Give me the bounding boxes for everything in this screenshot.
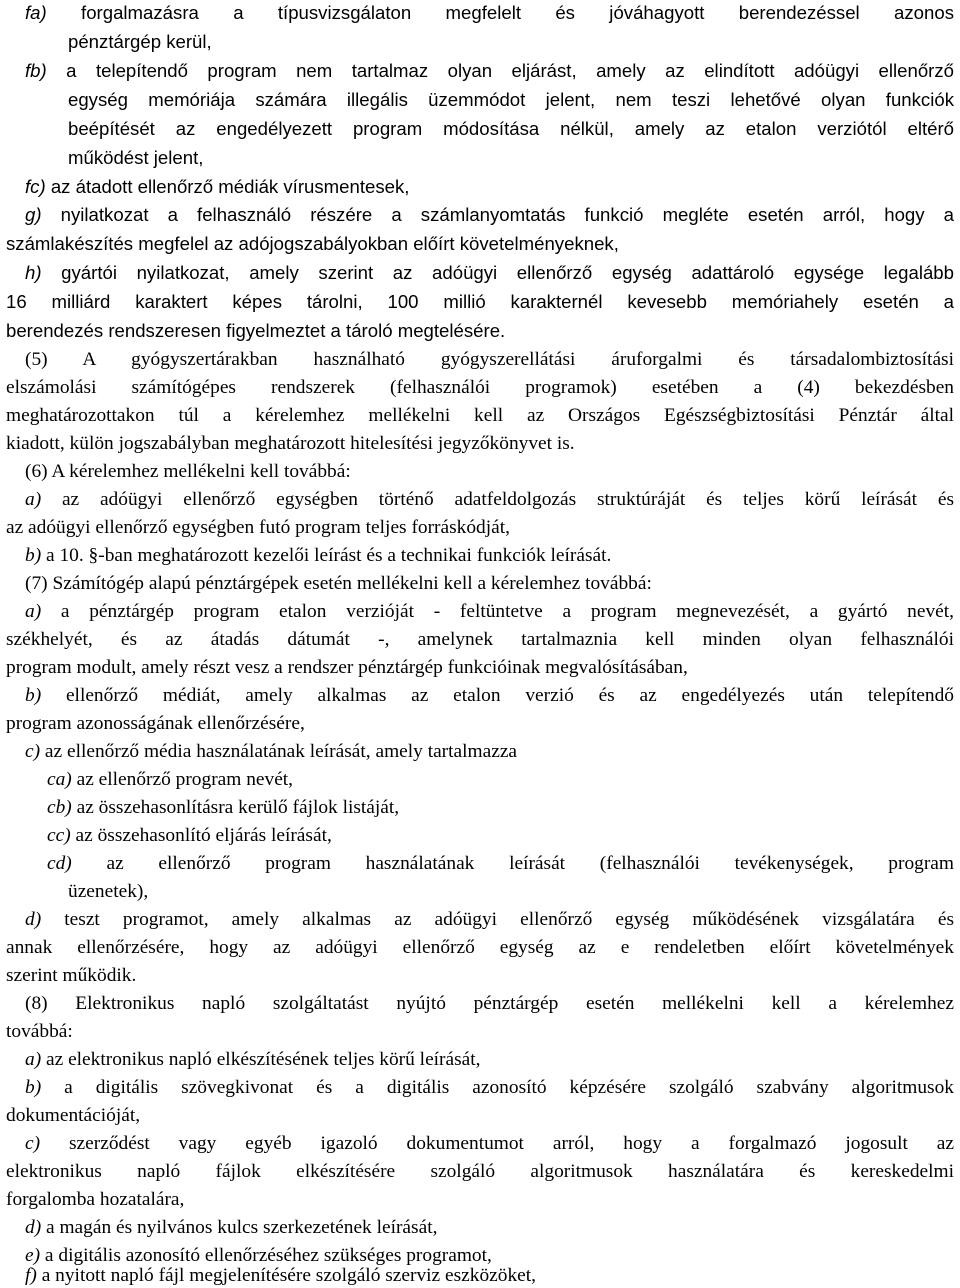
line-text: az ellenőrző média használatának leírását, amely tartalmazza — [40, 741, 518, 762]
text-line — [25, 740, 954, 764]
item-label: a) — [25, 489, 42, 510]
line-text: meghatározottakon túl a kérelemhez mellékelni kell az Országos Egészségbiztosítási Pénztár által — [6, 405, 954, 426]
line-text: 16 milliárd karaktert képes tárolni, 100 millió karakternél kevesebb memóriahely esetén a — [6, 291, 954, 312]
text-line — [68, 30, 954, 54]
line-text: az összehasonlító eljárás leírását, — [70, 825, 332, 846]
item-label: c) — [25, 741, 41, 762]
line-text: továbbá: — [6, 1021, 73, 1042]
text-line — [6, 1020, 954, 1044]
line-text: a 10. §-ban meghatározott kezelői leírást és a technikai funkciók leírását. — [41, 545, 612, 566]
text-line — [6, 712, 954, 736]
line-text: egység memóriája számára illegális üzemmódot jelent, nem teszi lehetővé olyan funkciók — [68, 89, 954, 110]
item-label: cd) — [47, 853, 72, 874]
text-line — [6, 1160, 954, 1184]
text-line — [25, 1048, 954, 1072]
text-line — [68, 146, 954, 170]
line-text: a telepítendő program nem tartalmaz olyan eljárást, amely az elindított adóügyi ellenőrző — [46, 60, 954, 81]
line-text: működést jelent, — [68, 147, 204, 168]
line-text: forgalomba hozatalára, — [6, 1189, 185, 1210]
text-line — [6, 404, 954, 428]
line-text: (7) Számítógép alapú pénztárgépek esetén mellékelni kell a kérelemhez továbbá: — [25, 573, 652, 594]
text-line — [25, 1132, 954, 1156]
line-text: berendezés rendszeresen figyelmeztet a tároló megtelésére. — [6, 320, 506, 341]
line-text: az ellenőrző program nevét, — [71, 769, 294, 790]
item-label: cb) — [47, 797, 72, 818]
line-text: program modult, amely részt vesz a rendszer pénztárgép funkcióinak megvalósításában, — [6, 657, 688, 678]
line-text: (8) Elektronikus napló szolgáltatást nyújtó pénztárgép esetén mellékelni kell a kérelemhez — [25, 993, 954, 1014]
line-text: kiadott, külön jogszabályban meghatározott hitelesítési jegyzőkönyvet is. — [6, 433, 575, 454]
text-line — [6, 290, 954, 314]
line-text: az adóügyi ellenőrző egységben történő adatfeldolgozás struktúráját és teljes körű leírását és — [41, 489, 954, 510]
text-line — [68, 880, 954, 904]
text-line — [47, 852, 954, 876]
line-text: beépítését az engedélyezett program módosítása nélkül, amely az etalon verziótól eltérő — [68, 118, 954, 139]
text-line — [25, 203, 954, 227]
item-label: d) — [25, 1217, 42, 1238]
text-line — [6, 432, 954, 456]
text-line — [47, 796, 954, 820]
line-text: teszt programot, amely alkalmas az adóügyi ellenőrző egység működésének vizsgálatára és — [41, 909, 954, 930]
line-text: annak ellenőrzésére, hogy az adóügyi ellenőrző egység az e rendeletben előírt követelmények — [6, 937, 954, 958]
line-text: program azonosságának ellenőrzésére, — [6, 713, 305, 734]
text-line — [25, 488, 954, 512]
text-line — [25, 908, 954, 932]
item-label: b) — [25, 1077, 42, 1098]
line-text: a nyitott napló fájl megjelenítésére szolgáló szerviz eszközöket, — [36, 1265, 536, 1286]
line-text: gyártói nyilatkozat, amely szerint az adóügyi ellenőrző egység adattároló egysége legalább — [41, 262, 954, 283]
item-label: fb) — [25, 60, 47, 81]
item-label: c) — [25, 1133, 41, 1154]
line-text: az összehasonlításra kerülő fájlok listáját, — [71, 797, 400, 818]
text-line — [25, 460, 954, 484]
item-label: ca) — [47, 769, 72, 790]
text-line — [6, 1188, 954, 1212]
text-line — [25, 572, 954, 596]
text-line — [6, 628, 954, 652]
item-label: fa) — [25, 2, 47, 23]
text-line — [6, 319, 954, 343]
text-line — [6, 964, 954, 988]
line-text: dokumentációját, — [6, 1105, 141, 1126]
text-line — [25, 348, 954, 372]
line-text: forgalmazásra a típusvizsgálaton megfelelt és jóváhagyott berendezéssel azonos — [46, 2, 954, 23]
line-text: a digitális szövegkivonat és a digitális azonosító képzésére szolgáló szabvány algoritmusok — [41, 1077, 954, 1098]
item-label: cc) — [47, 825, 71, 846]
item-label: e) — [25, 1245, 41, 1266]
text-line — [6, 376, 954, 400]
text-line — [25, 600, 954, 624]
text-line — [25, 544, 954, 568]
line-text: ellenőrző médiát, amely alkalmas az etalon verzió és az engedélyezés után telepítendő — [41, 685, 954, 706]
item-label: fc) — [25, 176, 46, 197]
text-line — [25, 1216, 954, 1240]
item-label: b) — [25, 545, 42, 566]
text-line — [25, 175, 954, 199]
text-line — [25, 59, 954, 83]
line-text: elszámolási számítógépes rendszerek (felhasználói programok) esetében a (4) bekezdésben — [6, 377, 954, 398]
line-text: számlakészítés megfelel az adójogszabályokban előírt követelményeknek, — [6, 233, 619, 254]
text-line — [25, 992, 954, 1016]
text-line — [25, 1264, 954, 1288]
line-text: szerint működik. — [6, 965, 137, 986]
line-text: pénztárgép kerül, — [68, 31, 212, 52]
text-line — [6, 516, 954, 540]
text-line — [47, 768, 954, 792]
line-text: szerződést vagy egyéb igazoló dokumentumot arról, hogy a forgalmazó jogosult az — [40, 1133, 954, 1154]
text-line — [47, 824, 954, 848]
line-text: az elektronikus napló elkészítésének teljes körű leírását, — [41, 1049, 481, 1070]
item-label: f) — [25, 1265, 37, 1286]
text-line — [25, 684, 954, 708]
text-line — [25, 261, 954, 285]
text-line — [6, 232, 954, 256]
text-line — [25, 1, 954, 25]
line-text: a magán és nyilvános kulcs szerkezetének leírását, — [41, 1217, 438, 1238]
item-label: a) — [25, 1049, 42, 1070]
line-text: az átadott ellenőrző médiák vírusmentesek, — [45, 176, 410, 197]
text-line — [6, 656, 954, 680]
item-label: a) — [25, 601, 42, 622]
text-line — [6, 1104, 954, 1128]
line-text: elektronikus napló fájlok elkészítésére szolgáló algoritmusok használatára és kereskedelmi — [6, 1161, 954, 1182]
text-line — [25, 1076, 954, 1100]
line-text: a pénztárgép program etalon verzióját - feltüntetve a program megnevezését, a gyártó nevét, — [41, 601, 954, 622]
line-text: az adóügyi ellenőrző egységben futó program teljes forráskódját, — [6, 517, 510, 538]
line-text: üzenetek), — [68, 881, 149, 902]
item-label: d) — [25, 909, 42, 930]
line-text: székhelyét, és az átadás dátumát -, amelynek tartalmaznia kell minden olyan felhasználói — [6, 629, 954, 650]
line-text: az ellenőrző program használatának leírását (felhasználói tevékenységek, program — [71, 853, 954, 874]
item-label: b) — [25, 685, 42, 706]
text-line — [68, 117, 954, 141]
line-text: (6) A kérelemhez mellékelni kell továbbá: — [25, 461, 351, 482]
text-line — [68, 88, 954, 112]
text-line — [6, 936, 954, 960]
line-text: nyilatkozat a felhasználó részére a számlanyomtatás funkció megléte esetén arról, hogy a — [41, 204, 954, 225]
item-label: h) — [25, 262, 42, 283]
line-text: (5) A gyógyszertárakban használható gyógyszerellátási áruforgalmi és társadalombiztosítási — [25, 349, 954, 370]
line-text: a digitális azonosító ellenőrzéséhez szükséges programot, — [40, 1245, 492, 1266]
item-label: g) — [25, 204, 42, 225]
